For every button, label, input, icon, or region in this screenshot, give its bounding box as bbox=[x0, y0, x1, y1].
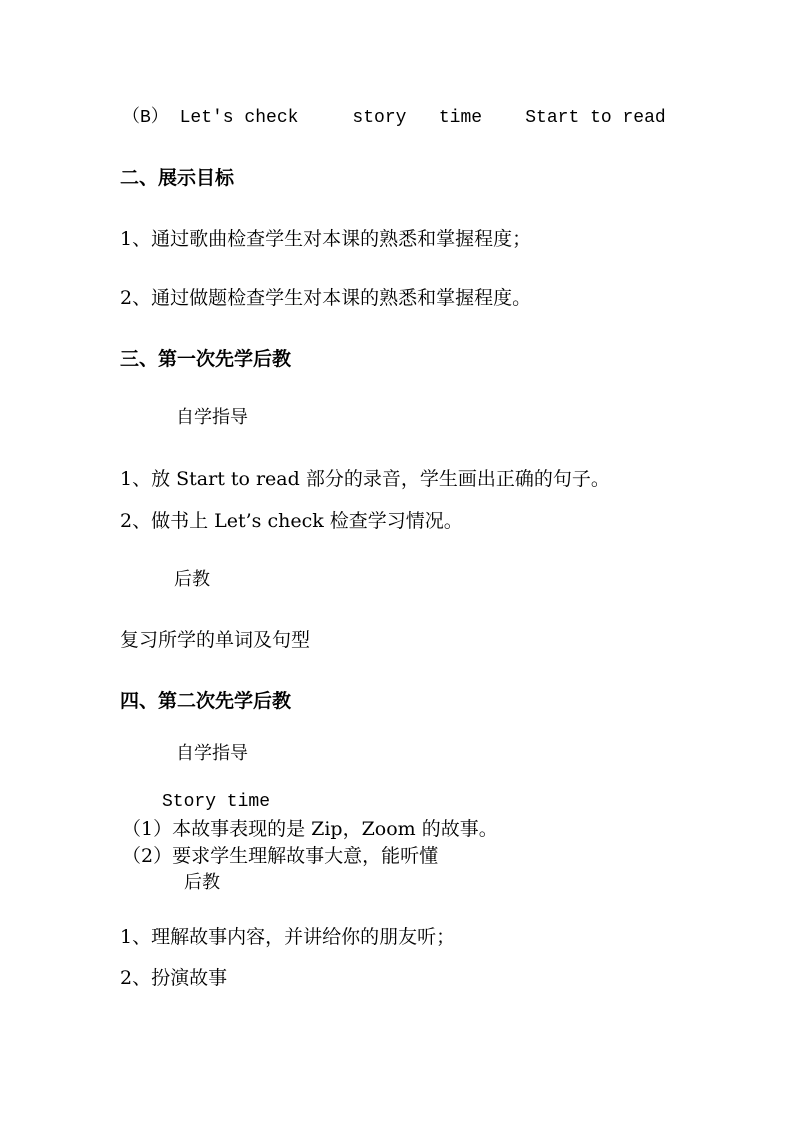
story-item-2: （2）要求学生理解故事大意，能听懂 bbox=[122, 845, 439, 867]
first-step-1: 1、放 Start to read 部分的录音，学生画出正确的句子。 bbox=[120, 468, 610, 490]
after-teach-label-1: 后教 bbox=[174, 569, 210, 590]
goal-item-1: 1、通过歌曲检查学生对本课的熟悉和掌握程度； bbox=[120, 228, 532, 250]
heading-second-learn-teach: 四、第二次先学后教 bbox=[120, 690, 292, 712]
review-words-line: 复习所学的单词及句型 bbox=[120, 629, 311, 651]
self-study-label-1: 自学指导 bbox=[176, 407, 248, 428]
self-study-label-2: 自学指导 bbox=[176, 743, 248, 764]
first-step-2: 2、做书上 Let’s check 检查学习情况。 bbox=[120, 510, 463, 532]
second-step-1: 1、理解故事内容，并讲给你的朋友听； bbox=[120, 926, 456, 948]
heading-first-learn-teach: 三、第一次先学后教 bbox=[120, 348, 292, 370]
story-item-1: （1）本故事表现的是 Zip，Zoom 的故事。 bbox=[122, 818, 498, 840]
second-step-2: 2、扮演故事 bbox=[120, 967, 228, 989]
line-b-lets-check: （B） Let's check story time Start to read bbox=[122, 108, 666, 128]
after-teach-label-2: 后教 bbox=[184, 872, 220, 893]
goal-item-2: 2、通过做题检查学生对本课的熟悉和掌握程度。 bbox=[120, 287, 532, 309]
story-time-line: Story time bbox=[162, 792, 271, 812]
heading-show-goals: 二、展示目标 bbox=[120, 167, 235, 189]
